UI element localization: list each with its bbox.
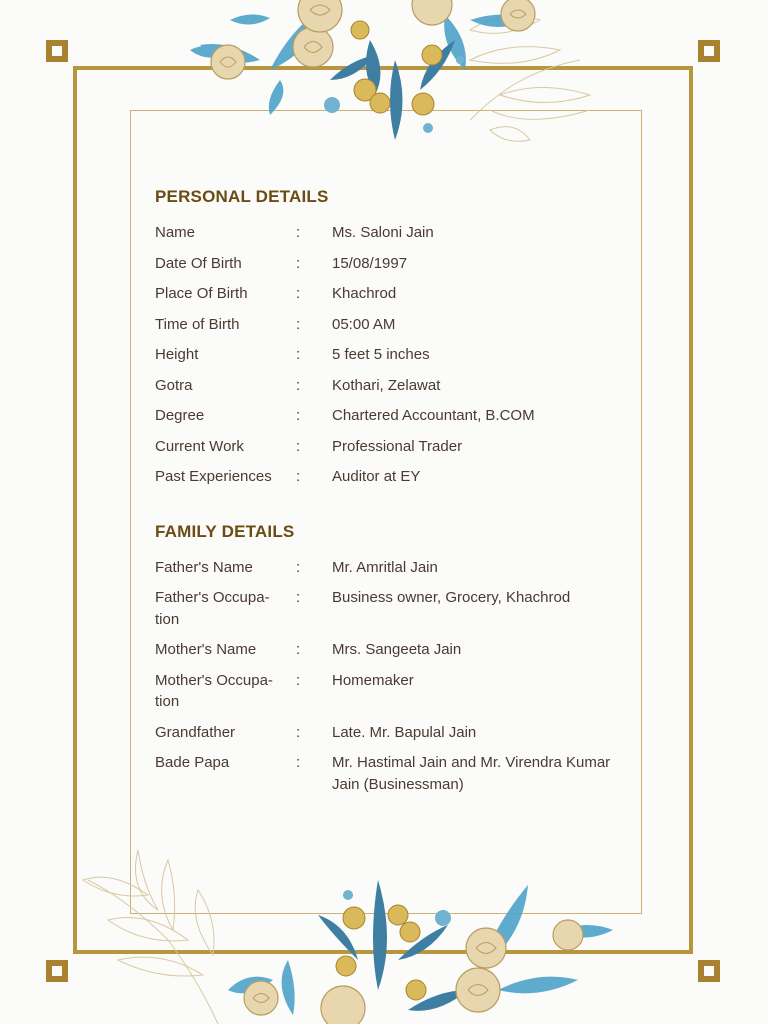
detail-label: Past Experiences bbox=[155, 468, 272, 485]
corner-ornament-top-left bbox=[46, 40, 68, 62]
detail-value: Mrs. Sangeeta Jain bbox=[332, 641, 462, 658]
detail-value: Auditor at EY bbox=[332, 468, 421, 485]
detail-label: Place Of Birth bbox=[155, 285, 248, 302]
colon-separator: : bbox=[296, 285, 301, 302]
corner-ornament-bottom-left bbox=[46, 960, 68, 982]
detail-label: Grandfather bbox=[155, 723, 236, 741]
detail-label: Degree bbox=[155, 407, 205, 424]
detail-row-degree bbox=[155, 405, 625, 427]
detail-value: Professional Trader bbox=[332, 437, 463, 455]
detail-row-mothers-name bbox=[155, 639, 625, 661]
detail-label: Father's Name bbox=[155, 558, 253, 576]
detail-row-past-experiences bbox=[155, 466, 625, 488]
colon-separator: : bbox=[296, 641, 301, 658]
detail-value: Chartered Accountant, B.COM bbox=[332, 407, 535, 424]
detail-row-place-of-birth bbox=[155, 283, 625, 305]
personal-details-section bbox=[155, 186, 625, 488]
colon-separator: : bbox=[296, 754, 301, 771]
detail-value: 5 feet 5 inches bbox=[332, 346, 430, 363]
family-details-section bbox=[155, 521, 625, 796]
detail-row-name bbox=[155, 222, 625, 244]
section-spacer bbox=[155, 497, 625, 521]
detail-row-fathers-occupation bbox=[155, 587, 625, 630]
detail-label: Height bbox=[155, 346, 199, 363]
corner-ornament-bottom-right bbox=[698, 960, 720, 982]
detail-value: Kothari, Zelawat bbox=[332, 376, 441, 394]
detail-label: Current Work bbox=[155, 437, 244, 455]
corner-ornament-top-right bbox=[698, 40, 720, 62]
detail-row-current-work bbox=[155, 436, 625, 458]
detail-value: Mr. Amritlal Jain bbox=[332, 558, 438, 576]
detail-value: Homemaker bbox=[332, 671, 414, 689]
detail-label: Mother's Name bbox=[155, 641, 257, 658]
detail-label: Father's Occupa-tion bbox=[155, 589, 270, 628]
section-title: PERSONAL DETAILS bbox=[155, 187, 329, 206]
detail-value: Khachrod bbox=[332, 285, 397, 302]
colon-separator: : bbox=[296, 315, 301, 333]
biodata-content bbox=[155, 186, 625, 804]
detail-label: Gotra bbox=[155, 376, 193, 394]
top-floral-decoration bbox=[170, 0, 610, 160]
detail-row-gotra bbox=[155, 375, 625, 397]
detail-row-mothers-occupation bbox=[155, 670, 625, 713]
section-title: FAMILY DETAILS bbox=[155, 521, 295, 541]
detail-row-height bbox=[155, 344, 625, 366]
detail-label: Date Of Birth bbox=[155, 254, 242, 272]
detail-value: 05:00 AM bbox=[332, 315, 396, 333]
detail-value: Ms. Saloni Jain bbox=[332, 224, 434, 241]
detail-value: Late. Mr. Bapulal Jain bbox=[332, 723, 477, 741]
detail-row-time-of-birth bbox=[155, 314, 625, 336]
colon-separator: : bbox=[296, 723, 301, 741]
colon-separator: : bbox=[296, 589, 301, 606]
detail-row-grandfather bbox=[155, 722, 625, 744]
colon-separator: : bbox=[296, 376, 301, 394]
colon-separator: : bbox=[296, 468, 301, 485]
colon-separator: : bbox=[296, 558, 301, 576]
detail-row-bade-papa bbox=[155, 752, 625, 795]
detail-label: Bade Papa bbox=[155, 754, 230, 771]
bottom-floral-decoration bbox=[78, 840, 638, 1024]
colon-separator: : bbox=[296, 254, 301, 272]
detail-label: Time of Birth bbox=[155, 315, 240, 333]
colon-separator: : bbox=[296, 437, 301, 455]
colon-separator: : bbox=[296, 671, 301, 689]
detail-value: Business owner, Grocery, Khachrod bbox=[332, 589, 571, 606]
colon-separator: : bbox=[296, 346, 301, 363]
colon-separator: : bbox=[296, 224, 301, 241]
detail-label: Mother's Occupa-tion bbox=[155, 671, 273, 710]
detail-label: Name bbox=[155, 224, 196, 241]
detail-value: Mr. Hastimal Jain and Mr. Virendra Kumar Jain (Businessman) bbox=[332, 754, 611, 793]
colon-separator: : bbox=[296, 407, 301, 424]
detail-row-fathers-name bbox=[155, 557, 625, 579]
detail-value: 15/08/1997 bbox=[332, 254, 408, 272]
detail-row-date-of-birth bbox=[155, 253, 625, 275]
